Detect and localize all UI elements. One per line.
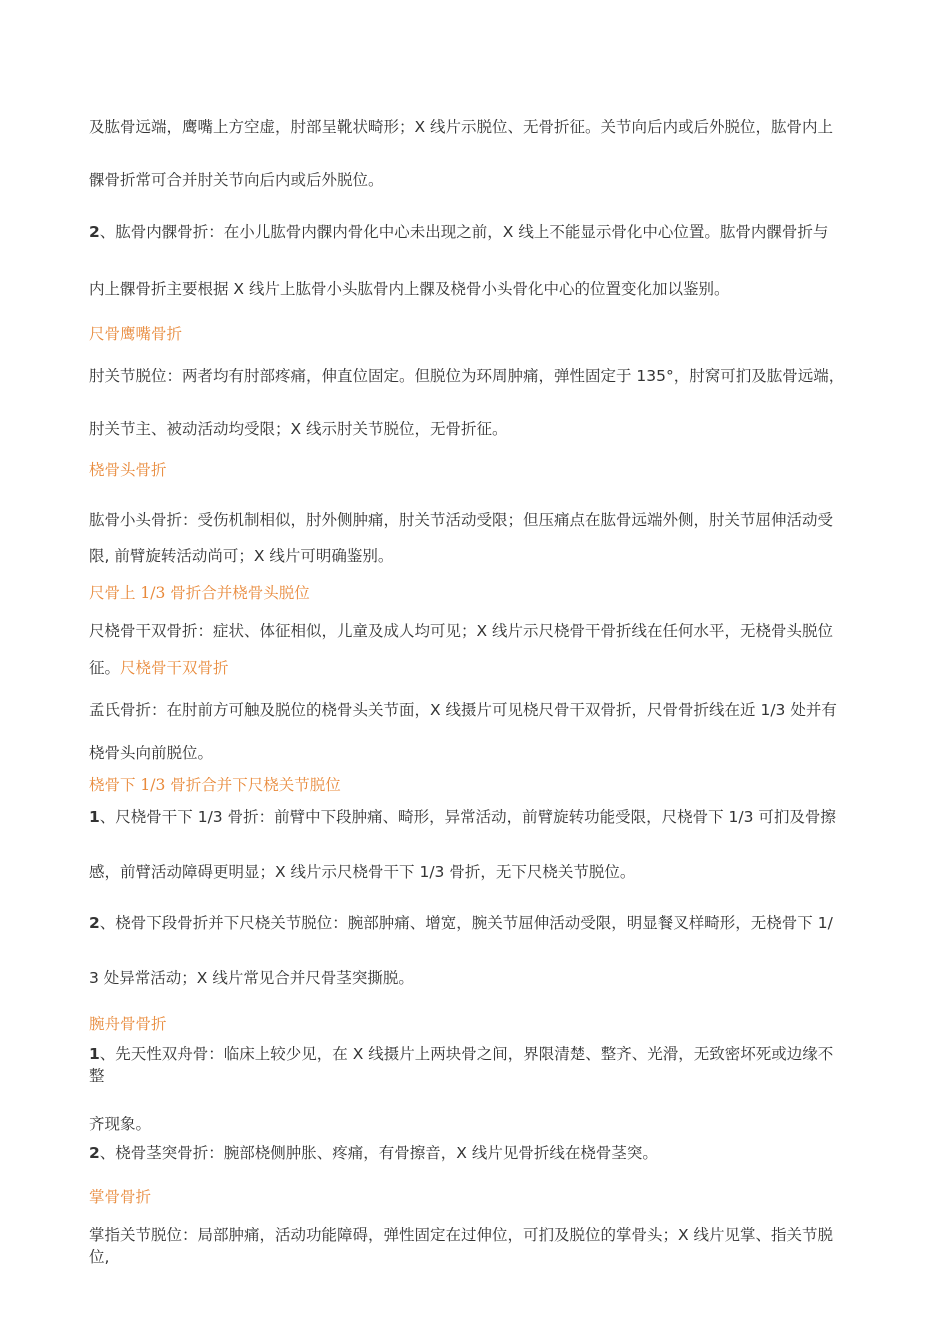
text-line: 限, 前臂旋转活动尚可；X 线片可明确鉴别。 — [89, 547, 394, 565]
text-line: 及肱骨远端，鹰嘴上方空虚，肘部呈靴状畸形；X 线片示脱位、无骨折征。关节向后内或后外脱位，肱骨内上 — [89, 118, 834, 136]
text-span: 、桡骨下段骨折并下尺桡关节脱位：腕部肿痛、增宽，腕关节屈伸活动受限，明显餐叉样畸形，无桡骨下 1/ — [99, 914, 833, 932]
text-line: 肱骨小头骨折：受伤机制相似，肘外侧肿痛，肘关节活动受限；但压痛点在肱骨远端外侧，肘关节屈伸活动受 — [89, 511, 834, 529]
paragraph-capitellum-fracture — [89, 509, 904, 567]
text-line: 尺桡骨干双骨折：症状、体征相似，儿童及成人均可见；X 线片示尺桡骨干骨折线在任何水平，无桡骨头脱位 — [89, 622, 834, 640]
text-line: 整 — [89, 1067, 105, 1085]
text-line: 髁骨折常可合并肘关节向后内或后外脱位。 — [89, 171, 384, 189]
text-line: 掌指关节脱位：局部肿痛，活动功能障碍，弹性固定在过伸位，可扪及脱位的掌骨头；X 线片见掌、指关节脱 — [89, 1226, 834, 1244]
list-number: 1 — [89, 808, 100, 826]
text-span: 、先天性双舟骨：临床上较少见，在 X 线摄片上两块骨之间，界限清楚、整齐、光滑，无致密坏死或边缘不 — [99, 1045, 834, 1063]
list-number: 2 — [89, 914, 100, 932]
text-line: 肘关节脱位：两者均有肘部疼痛，伸直位固定。但脱位为环周肿痛，弹性固定于 135°，肘窝可扪及肱骨远端， — [89, 367, 845, 385]
paragraph-mcp-dislocation — [89, 1224, 904, 1268]
list-number: 2 — [89, 1144, 100, 1162]
text-line — [89, 806, 904, 828]
text-line — [89, 912, 904, 934]
text-line — [89, 1142, 904, 1164]
paragraph-elbow-dislocation — [89, 365, 904, 440]
paragraph-bipartite-scaphoid — [89, 1043, 904, 1135]
text-span: 、桡骨茎突骨折：腕部桡侧肿胀、疼痛，有骨擦音，X 线片见骨折线在桡骨茎突。 — [99, 1144, 658, 1162]
section-heading-galeazzi: 桡骨下 1/3 骨折合并下尺桡关节脱位 — [89, 776, 341, 794]
text-line: 内上髁骨折主要根据 X 线片上肱骨小头肱骨内上髁及桡骨小头骨化中心的位置变化加以鉴别。 — [89, 280, 730, 298]
text-line: 肘关节主、被动活动均受限；X 线示肘关节脱位，无骨折征。 — [89, 420, 508, 438]
text-span: 、肱骨内髁骨折：在小儿肱骨内髁内骨化中心未出现之前，X 线上不能显示骨化中心位置。肱骨内髁骨折与 — [99, 223, 829, 241]
paragraph-galeazzi-fracture — [89, 912, 904, 989]
paragraph-elbow-dislocation-cont — [89, 116, 904, 191]
text-line: 3 处异常活动；X 线片常见合并尺骨茎突撕脱。 — [89, 969, 414, 987]
paragraph-monteggia-fracture — [89, 699, 904, 764]
text-line: 孟氏骨折：在肘前方可触及脱位的桡骨头关节面，X 线摄片可见桡尺骨干双骨折，尺骨骨折线在近 1/3 处并有 — [89, 701, 837, 719]
section-heading-metacarpal-fracture: 掌骨骨折 — [89, 1188, 152, 1206]
list-number: 1 — [89, 1045, 100, 1063]
section-heading-monteggia: 尺骨上 1/3 骨折合并桡骨头脱位 — [89, 584, 310, 602]
text-line: 位, — [89, 1248, 110, 1266]
paragraph-distal-third-fracture — [89, 806, 904, 883]
paragraph-medial-condyle-fracture — [89, 221, 904, 300]
text-span: 征。 — [89, 659, 121, 677]
section-heading-scaphoid-fracture: 腕舟骨骨折 — [89, 1015, 167, 1033]
inline-heading-both-bone-fracture: 尺桡骨干双骨折 — [120, 659, 229, 677]
text-span: 、尺桡骨干下 1/3 骨折：前臂中下段肿痛、畸形，异常活动，前臂旋转功能受限，尺桡骨下 1/3 可扪及骨擦 — [99, 808, 836, 826]
text-line: 齐现象。 — [89, 1115, 152, 1133]
section-heading-radial-head-fracture: 桡骨头骨折 — [89, 461, 167, 479]
paragraph-radial-styloid-fracture — [89, 1142, 904, 1164]
list-number: 2 — [89, 223, 100, 241]
text-line — [89, 1043, 904, 1065]
section-heading-olecranon-fracture: 尺骨鹰嘴骨折 — [89, 325, 183, 343]
text-line: 桡骨头向前脱位。 — [89, 744, 214, 762]
text-line — [89, 221, 904, 243]
text-line — [89, 657, 904, 679]
paragraph-both-bone-fracture — [89, 620, 904, 679]
text-line: 感，前臂活动障碍更明显；X 线片示尺桡骨干下 1/3 骨折，无下尺桡关节脱位。 — [89, 863, 636, 881]
